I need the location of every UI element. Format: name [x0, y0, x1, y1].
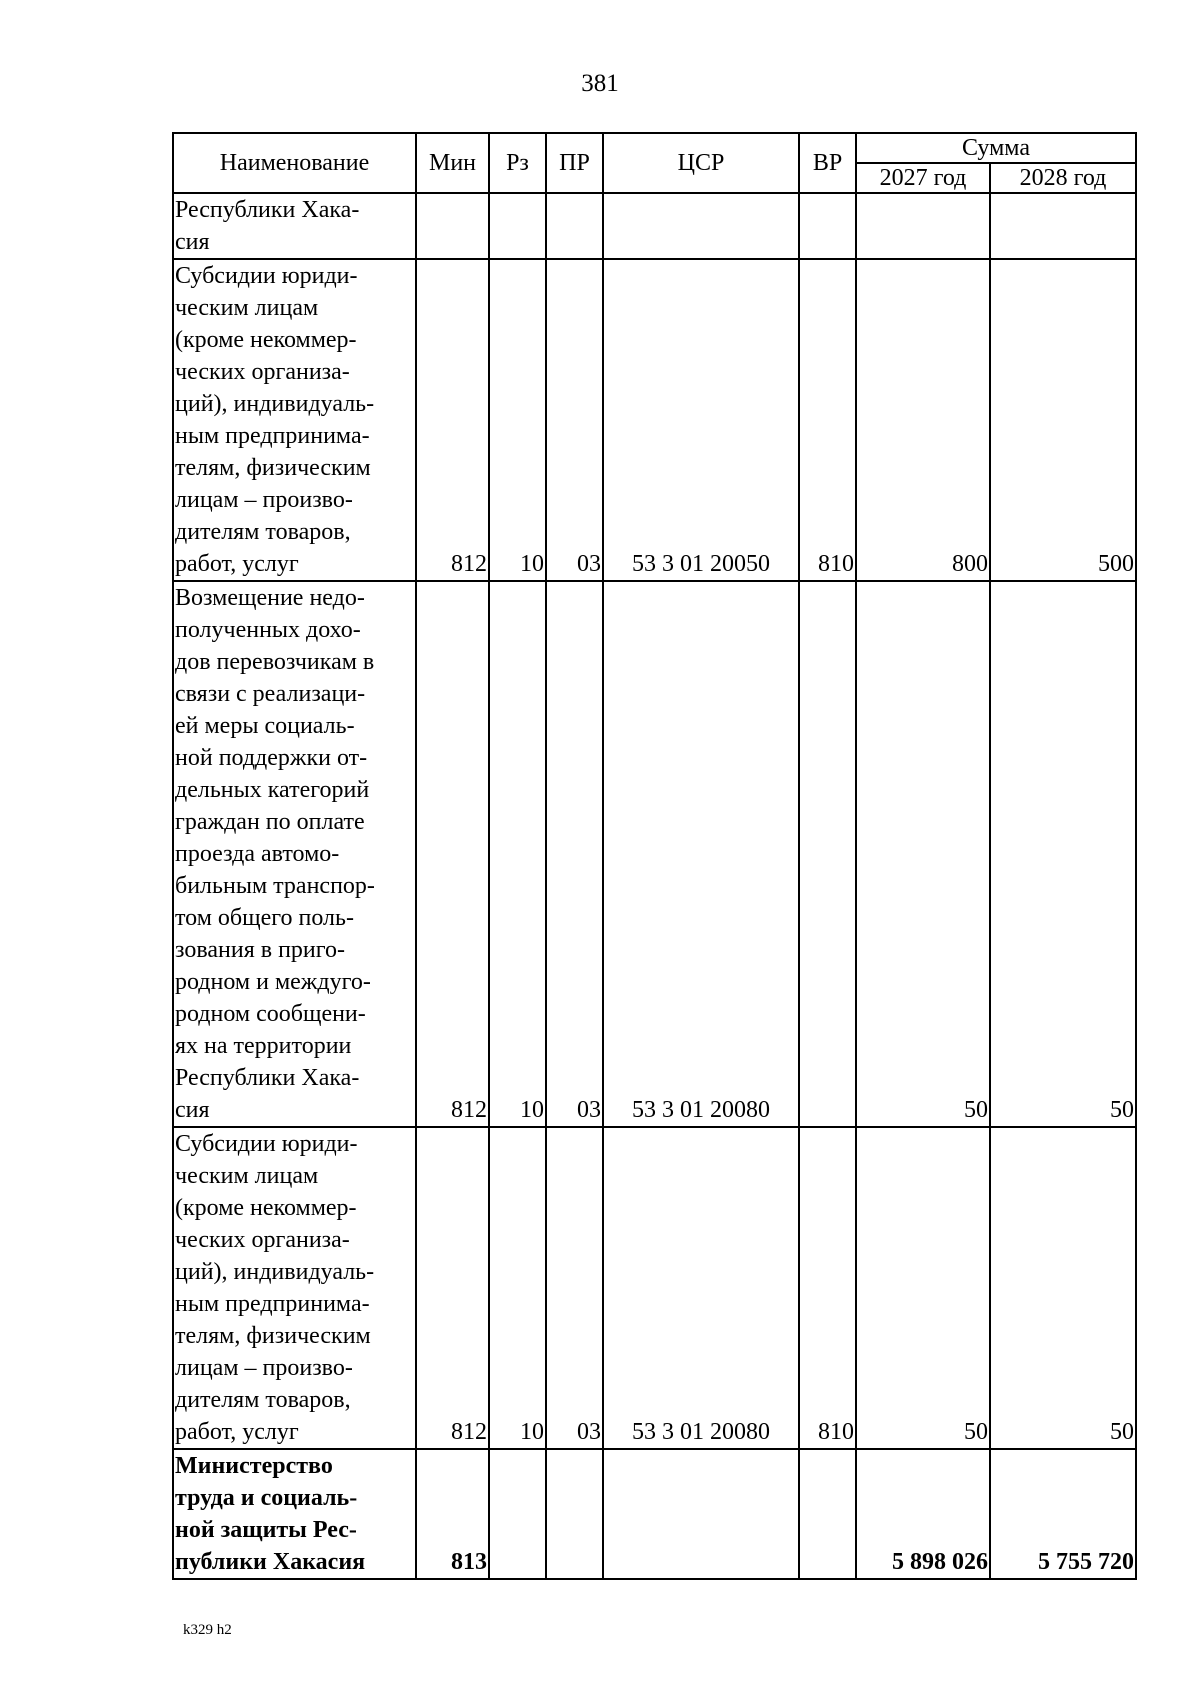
- cell-min: 812: [416, 581, 489, 1127]
- cell-y2027: 800: [856, 259, 990, 581]
- cell-name: Субсидии юриди- ческим лицам (кроме некоммер- ческих организа- ций), индивидуаль- ным предпринима- телям, физическим лицам – произво- дителям товаров, работ, услуг: [173, 259, 416, 581]
- cell-csr: 53 3 01 20050: [603, 259, 799, 581]
- page-number: 381: [581, 70, 619, 97]
- cell-rz: 10: [489, 1127, 546, 1449]
- header-year-2028: 2028 год: [990, 163, 1136, 193]
- cell-rz: 10: [489, 259, 546, 581]
- cell-min: [416, 193, 489, 259]
- cell-vr: 810: [799, 259, 856, 581]
- cell-vr: 810: [799, 1127, 856, 1449]
- header-sum: Сумма: [856, 133, 1136, 163]
- table-row: [173, 259, 1136, 581]
- cell-pr: [546, 1449, 603, 1579]
- cell-vr: [799, 581, 856, 1127]
- header-rz: Рз: [489, 133, 546, 193]
- cell-y2028: 5 755 720: [990, 1449, 1136, 1579]
- header-min: Мин: [416, 133, 489, 193]
- cell-y2028: 50: [990, 1127, 1136, 1449]
- cell-csr: [603, 193, 799, 259]
- cell-pr: 03: [546, 581, 603, 1127]
- cell-y2027: 50: [856, 581, 990, 1127]
- cell-y2027: [856, 193, 990, 259]
- table-row: [173, 193, 1136, 259]
- cell-pr: 03: [546, 259, 603, 581]
- footer-code: k329 h2: [183, 1622, 232, 1638]
- cell-csr: 53 3 01 20080: [603, 581, 799, 1127]
- cell-name: Республики Хака- сия: [173, 193, 416, 259]
- header-pr: ПР: [546, 133, 603, 193]
- cell-y2027: 5 898 026: [856, 1449, 990, 1579]
- cell-name: Возмещение недо- полученных дохо- дов перевозчикам в связи с реализаци- ей меры социаль- ной поддержки от- дельных категорий граждан по оплате проезда автомо- бильным транспор- том общего поль- зования в приго- родном и междуго- родном сообщени- ях на территории Республики Хака- сия: [173, 581, 416, 1127]
- cell-csr: [603, 1449, 799, 1579]
- table-row: [173, 1449, 1136, 1579]
- cell-rz: [489, 193, 546, 259]
- header-csr: ЦСР: [603, 133, 799, 193]
- cell-y2028: 50: [990, 581, 1136, 1127]
- cell-pr: [546, 193, 603, 259]
- cell-y2027: 50: [856, 1127, 990, 1449]
- header-year-2027: 2027 год: [856, 163, 990, 193]
- table-body: [173, 193, 1136, 1579]
- cell-pr: 03: [546, 1127, 603, 1449]
- header-name: Наименование: [173, 133, 416, 193]
- budget-table: [172, 132, 1137, 1580]
- cell-min: 813: [416, 1449, 489, 1579]
- cell-rz: [489, 1449, 546, 1579]
- cell-min: 812: [416, 1127, 489, 1449]
- cell-min: 812: [416, 259, 489, 581]
- cell-name: Субсидии юриди- ческим лицам (кроме некоммер- ческих организа- ций), индивидуаль- ным предпринима- телям, физическим лицам – произво- дителям товаров, работ, услуг: [173, 1127, 416, 1449]
- table-row: [173, 581, 1136, 1127]
- cell-vr: [799, 1449, 856, 1579]
- table-row: [173, 1127, 1136, 1449]
- cell-y2028: [990, 193, 1136, 259]
- cell-csr: 53 3 01 20080: [603, 1127, 799, 1449]
- header-vr: ВР: [799, 133, 856, 193]
- cell-vr: [799, 193, 856, 259]
- cell-name: Министерство труда и социаль- ной защиты Рес- публики Хакасия: [173, 1449, 416, 1579]
- cell-rz: 10: [489, 581, 546, 1127]
- cell-y2028: 500: [990, 259, 1136, 581]
